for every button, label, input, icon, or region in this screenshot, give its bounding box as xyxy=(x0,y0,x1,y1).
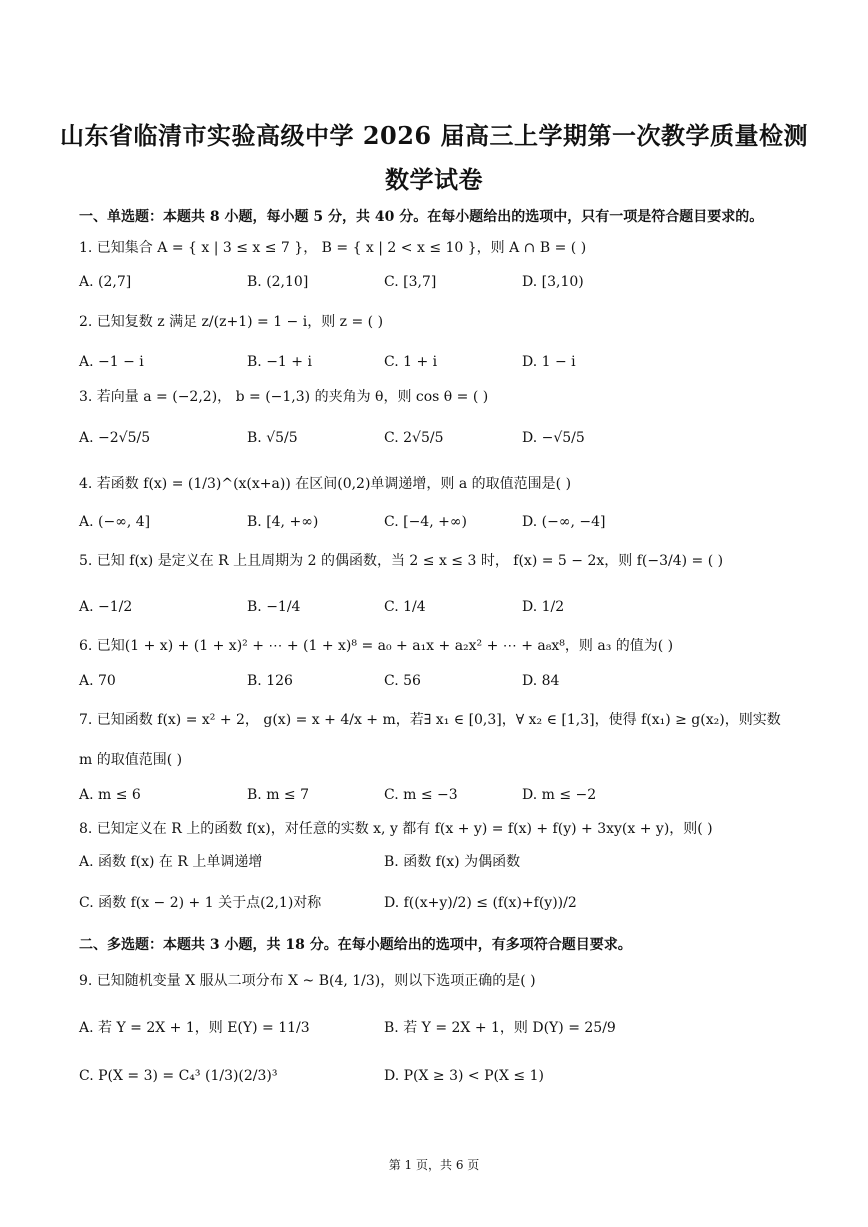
question-8-option-a: A. 函数 f(x) 在 R 上单调递增 xyxy=(79,854,263,870)
question-7-option-c: C. m ≤ −3 xyxy=(384,787,458,803)
question-4-option-d: D. (−∞, −4] xyxy=(522,514,606,530)
question-2-option-a: A. −1 − i xyxy=(79,354,144,370)
question-7-option-d: D. m ≤ −2 xyxy=(522,787,597,803)
question-7-stem: 7. 已知函数 f(x) = x² + 2， g(x) = x + 4/x + m，若∃ x₁ ∈ [0,3]，∀ x₂ ∈ [1,3]，使得 f(x₁) ≥ g(x₂)，则实数 xyxy=(79,712,781,728)
question-6-stem: 6. 已知(1 + x) + (1 + x)² + ⋯ + (1 + x)⁸ = a₀ + a₁x + a₂x² + ⋯ + a₈x⁸，则 a₃ 的值为( ) xyxy=(79,638,674,654)
question-5-option-d: D. 1/2 xyxy=(522,599,565,615)
section-heading-single-choice: 一、单选题：本题共 8 小题，每小题 5 分，共 40 分。在每小题给出的选项中，只有一项是符合题目要求的。 xyxy=(79,209,764,225)
question-4-option-a: A. (−∞, 4] xyxy=(79,514,151,530)
question-7-stem-continued: m 的取值范围( ) xyxy=(79,752,183,768)
question-1-option-a: A. (2,7] xyxy=(79,274,132,290)
question-4-stem: 4. 若函数 f(x) = (1/3)^(x(x+a)) 在区间(0,2)单调递增，则 a 的取值范围是( ) xyxy=(79,476,572,492)
question-5-option-c: C. 1/4 xyxy=(384,599,426,615)
question-1-option-c: C. [3,7] xyxy=(384,274,437,290)
question-6-option-c: C. 56 xyxy=(384,673,421,689)
question-3-option-b: B. √5/5 xyxy=(247,430,298,446)
question-5-option-a: A. −1/2 xyxy=(79,599,133,615)
question-8-option-c: C. 函数 f(x − 2) + 1 关于点(2,1)对称 xyxy=(79,895,322,911)
question-5-stem: 5. 已知 f(x) 是定义在 R 上且周期为 2 的偶函数，当 2 ≤ x ≤ 3 时， f(x) = 5 − 2x，则 f(−3/4) = ( ) xyxy=(79,553,724,569)
question-8-option-b: B. 函数 f(x) 为偶函数 xyxy=(384,854,521,870)
question-4-option-b: B. [4, +∞) xyxy=(247,514,319,530)
question-4-option-c: C. [−4, +∞) xyxy=(384,514,467,530)
question-6-option-d: D. 84 xyxy=(522,673,560,689)
question-3-stem: 3. 若向量 a = (−2,2)， b = (−1,3) 的夹角为 θ，则 cos θ = ( ) xyxy=(79,389,489,405)
question-9-stem: 9. 已知随机变量 X 服从二项分布 X ~ B(4, 1/3)，则以下选项正确的是( ) xyxy=(79,973,536,989)
page-subtitle: 数学试卷 xyxy=(385,165,483,194)
question-7-option-a: A. m ≤ 6 xyxy=(79,787,141,803)
question-8-option-d: D. f((x+y)/2) ≤ (f(x)+f(y))/2 xyxy=(384,895,577,911)
question-8-stem: 8. 已知定义在 R 上的函数 f(x)，对任意的实数 x, y 都有 f(x + y) = f(x) + f(y) + 3xy(x + y)，则( ) xyxy=(79,821,713,837)
question-2-option-d: D. 1 − i xyxy=(522,354,576,370)
question-9-option-d: D. P(X ≥ 3) < P(X ≤ 1) xyxy=(384,1068,544,1084)
question-3-option-a: A. −2√5/5 xyxy=(79,430,151,446)
question-3-option-c: C. 2√5/5 xyxy=(384,430,444,446)
page-number-footer: 第 1 页，共 6 页 xyxy=(388,1158,480,1172)
question-7-option-b: B. m ≤ 7 xyxy=(247,787,310,803)
question-1-stem: 1. 已知集合 A = { x | 3 ≤ x ≤ 7 }， B = { x | 2 < x ≤ 10 }，则 A ∩ B = ( ) xyxy=(79,240,587,256)
question-9-option-c: C. P(X = 3) = C₄³ (1/3)(2/3)³ xyxy=(79,1068,278,1084)
page-title: 山东省临清市实验高级中学 2026 届高三上学期第一次教学质量检测 xyxy=(59,121,808,150)
question-3-option-d: D. −√5/5 xyxy=(522,430,585,446)
question-1-option-b: B. (2,10] xyxy=(247,274,309,290)
question-9-option-a: A. 若 Y = 2X + 1，则 E(Y) = 11/3 xyxy=(79,1020,310,1036)
question-5-option-b: B. −1/4 xyxy=(247,599,301,615)
section-heading-multiple-choice: 二、多选题：本题共 3 小题，共 18 分。在每小题给出的选项中，有多项符合题目要求。 xyxy=(79,937,632,953)
question-2-stem: 2. 已知复数 z 满足 z/(z+1) = 1 − i，则 z = ( ) xyxy=(79,314,384,330)
question-9-option-b: B. 若 Y = 2X + 1，则 D(Y) = 25/9 xyxy=(384,1020,616,1036)
question-6-option-b: B. 126 xyxy=(247,673,293,689)
question-2-option-c: C. 1 + i xyxy=(384,354,438,370)
question-2-option-b: B. −1 + i xyxy=(247,354,312,370)
question-6-option-a: A. 70 xyxy=(79,673,116,689)
question-1-option-d: D. [3,10) xyxy=(522,274,584,290)
